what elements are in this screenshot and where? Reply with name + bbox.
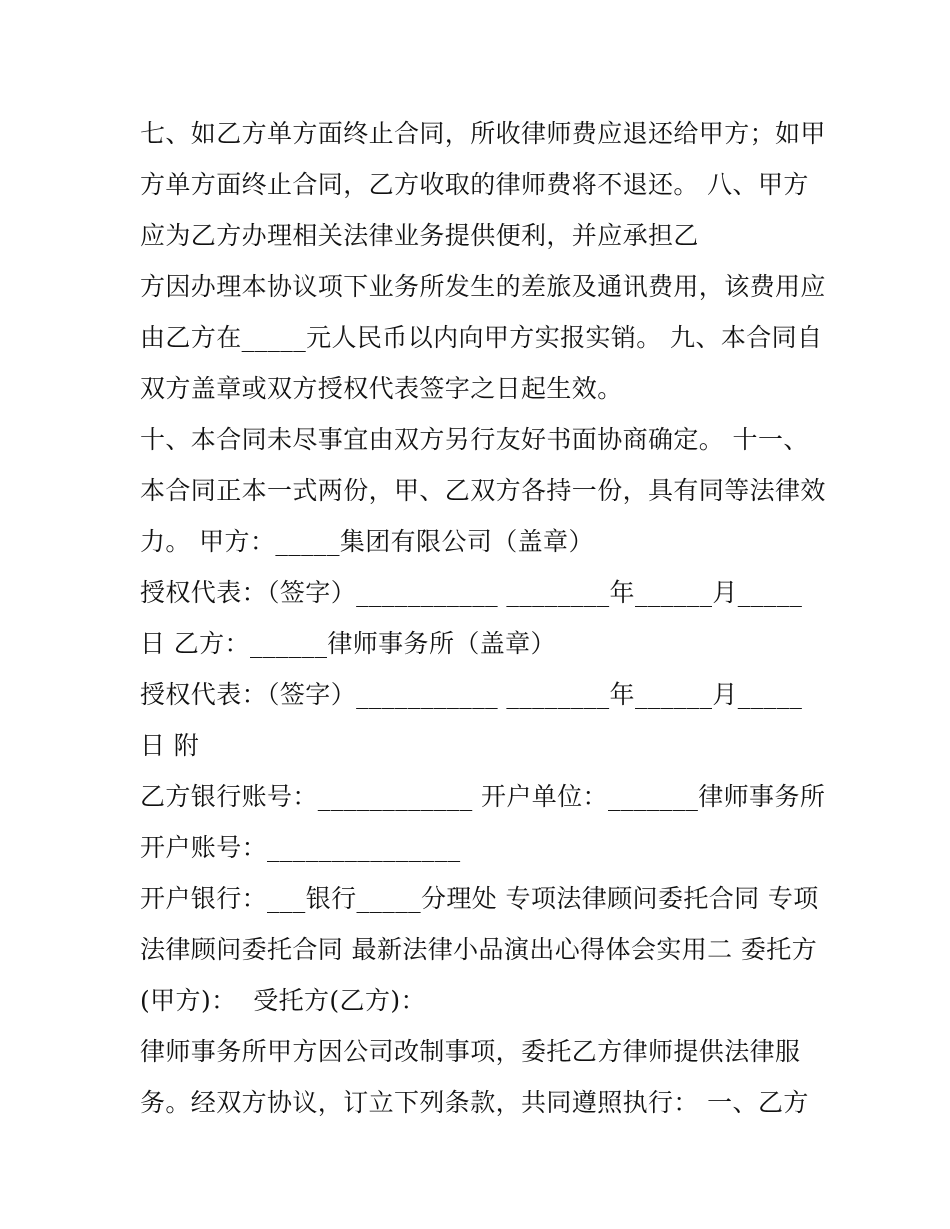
- text-line: 法律顾问委托合同 最新法律小品演出心得体会实用二 委托方: [140, 935, 818, 964]
- text-line: 务。经双方协议，订立下列条款，共同遵照执行： 一、乙方: [140, 1088, 809, 1117]
- text-line: 日 乙方：______律师事务所（盖章）: [140, 629, 556, 658]
- text-line: 授权代表：（签字）___________ ________年______月_____: [140, 680, 803, 709]
- text-line: 乙方银行账号：____________ 开户单位：_______律师事务所: [140, 782, 826, 811]
- text-line: 授权代表：（签字）___________ ________年______月_____: [140, 578, 803, 607]
- text-line: 开户银行：___银行_____分理处 专项法律顾问委托合同 专项: [140, 884, 819, 913]
- text-line: 方因办理本协议项下业务所发生的差旅及通讯费用，该费用应: [140, 272, 826, 301]
- text-line: 应为乙方办理相关法律业务提供便利，并应承担乙: [140, 221, 699, 250]
- text-line: 七、如乙方单方面终止合同，所收律师费应退还给甲方；如甲: [140, 119, 826, 148]
- text-line: 本合同正本一式两份，甲、乙双方各持一份，具有同等法律效: [140, 476, 826, 505]
- text-line: 十、本合同未尽事宜由双方另行友好书面协商确定。 十一、: [140, 425, 809, 454]
- text-line: 方单方面终止合同，乙方收取的律师费将不退还。 八、甲方: [140, 170, 809, 199]
- contract-text: [140, 108, 830, 1128]
- text-line: 日 附: [140, 731, 200, 760]
- text-line: 开户账号：_______________: [140, 833, 461, 862]
- text-line: 由乙方在_____元人民币以内向甲方实报实销。 九、本合同自: [140, 323, 823, 352]
- text-line: 律师事务所甲方因公司改制事项，委托乙方律师提供法律服: [140, 1037, 801, 1066]
- text-line: 双方盖章或双方授权代表签字之日起生效。: [140, 374, 623, 403]
- text-line: (甲方)： 受托方(乙方)：: [140, 986, 426, 1015]
- text-line: 力。 甲方：_____集团有限公司（盖章）: [140, 527, 594, 556]
